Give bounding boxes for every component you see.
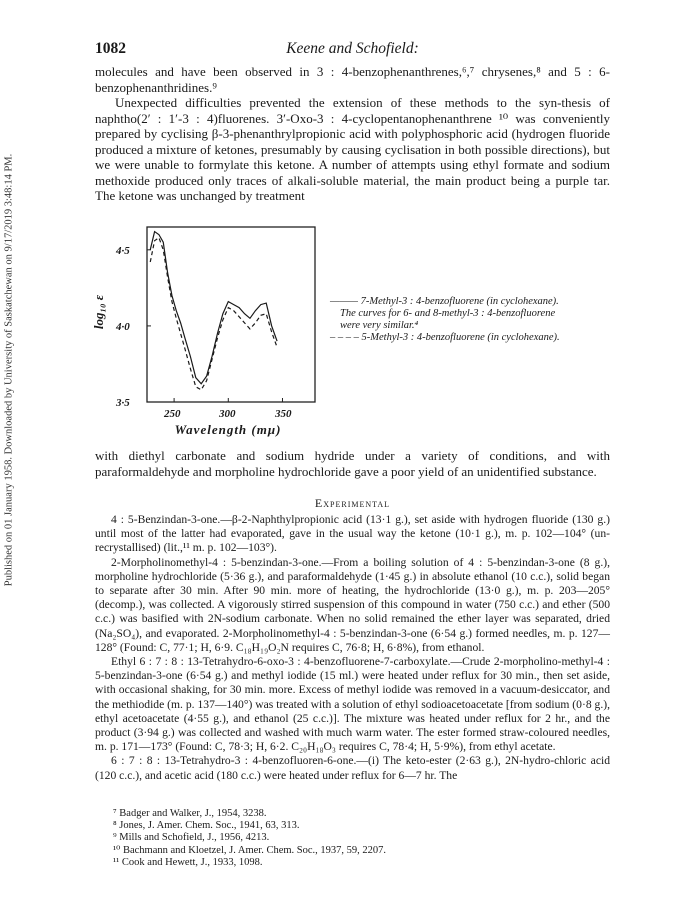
spectrum-series-2	[150, 238, 277, 390]
intro-text	[95, 64, 610, 204]
chart-frame	[147, 227, 315, 402]
uv-spectrum-figure	[91, 222, 632, 447]
intro-paragraph-2: Unexpected difficulties prevented the extension of these methods to the syn-thesis of naphtho(2′ : 1′-3 : 4)fluorenes. 3′-Oxo-3 : 4-cyclopentanophenanthrene ¹⁰ was conveniently prepared by cyclising β-3-phenanthrylpropionic acid with polyphosphoric acid (hydrogen fluoride produced a mixture of ketones, presumably by causing cyclisation in both possible directions), but we were unable to formylate this ketone. A number of attempts using ethyl formate and sodium methoxide produced only traces of alkali-soluble material, the main product being a purple tar. The ketone was unchanged by treatment	[95, 95, 610, 203]
page-number: 1082	[95, 40, 126, 57]
y-tick-label: 3·5	[116, 397, 130, 409]
page-header	[95, 40, 610, 60]
x-tick-label: 250	[164, 408, 181, 420]
section-heading: Experimental	[314, 496, 391, 510]
x-axis-label: Wavelength (mμ)	[174, 422, 282, 437]
spectrum-series-1	[150, 232, 277, 384]
experimental-section	[95, 513, 610, 783]
post-figure-paragraph: with diethyl carbonate and sodium hydride under a variety of conditions, and with paraformaldehyde and morpholine hydrochloride gave a poor yield of an unidentified substance.	[95, 448, 610, 479]
footnote: ⁸ Jones, J. Amer. Chem. Soc., 1941, 63, 313.	[113, 820, 300, 832]
legend-note: The curves for 6- and 8-methyl-3 : 4-benzofluorene were very similar.⁴	[340, 308, 556, 331]
running-head: Keene and Schofield:	[286, 40, 419, 57]
footnote: ⁷ Badger and Walker, J., 1954, 3238.	[113, 808, 267, 819]
chart-legend	[330, 296, 630, 344]
y-axis-label: log₁₀ ε	[91, 294, 107, 330]
download-stamp	[2, 120, 16, 620]
experimental-paragraph: 4 : 5-Benzindan-3-one.—β-2-Naphthylpropionic acid (13·1 g.), set aside with hydrogen fluoride (130 g.) until most of the latter had evaporated, gave in the usual way the ketone (10·1 g.), m. p. 102—104° (un-recrystallised) (lit.,¹¹ m. p. 102—103°).	[95, 513, 610, 555]
experimental-paragraph: 6 : 7 : 8 : 13-Tetrahydro-3 : 4-benzofluoren-6-one.—(i) The keto-ester (2·63 g.), 2N-hydro-chloric acid (120 c.c.), and acetic acid (180 c.c.) were heated under reflux for 6—7 hr. The	[95, 754, 610, 782]
experimental-paragraph: Ethyl 6 : 7 : 8 : 13-Tetrahydro-6-oxo-3 : 4-benzofluorene-7-carboxylate.—Crude 2-morpholino-methyl-4 : 5-benzindan-3-one (6·54 g.) and methyl iodide (15 ml.) were heated under reflux for 30 min., then set aside, with occasional shaking, for 30 min. more. Excess of methyl iodide was removed in a vacuum-desiccator, and the methiodide (m. p. 137—140°) was treated with a solution of ethyl sodioacetoacetate [from sodium (0·8 g.), ethyl acetoacetate (4·55 g.), and ethanol (25 c.c.)]. The mixture was heated under reflux for 2 hr., and the product (3·94 g.) was collected and washed with much warm water. The ester formed straw-coloured needles, m. p. 171—173° (Found: C, 78·3; H, 6·2. C₂₀H₁₈O₃ requires C, 78·4; H, 5·9%), from ethyl acetate.	[95, 655, 610, 754]
footnote: ¹¹ Cook and Hewett, J., 1933, 1098.	[113, 856, 263, 868]
x-tick-label: 300	[219, 408, 236, 420]
x-tick-label: 350	[275, 408, 292, 420]
intro-paragraph-1: molecules and have been observed in 3 : 4-benzophenanthrenes,⁶,⁷ chrysenes,⁸ and 5 : 6-benzophenanthridines.⁹	[95, 64, 610, 95]
footnotes	[113, 808, 386, 869]
download-stamp-text: Published on 01 January 1958. Downloaded by University of Saskatchewan on 9/17/2019 3:48:14 PM.	[3, 153, 15, 587]
post-figure-text	[95, 448, 610, 479]
legend-entry-dashed: – – – – 5-Methyl-3 : 4-benzofluorene (in cyclohexane).	[330, 332, 560, 343]
footnote: ⁹ Mills and Schofield, J., 1956, 4213.	[113, 832, 270, 844]
y-tick-label: 4·0	[116, 321, 130, 333]
experimental-paragraph: 2-Morpholinomethyl-4 : 5-benzindan-3-one.—From a boiling solution of 4 : 5-benzindan-3-one (8 g.), morpholine hydrochloride (5·36 g.), and paraformaldehyde (1·45 g.) in absolute ethanol (10 c.c.), solid began to separate after 30 min. After 90 min. more of heating, the hydrochloride (13·0 g.), m. p. 203—205° (decomp.), was collected. A vigorously stirred suspension of this compound in water (750 c.c.) and ether (500 c.c.) was basified with 2N-sodium carbonate. When no solid remained the ether layer was separated, dried (Na₂SO₄), and evaporated. 2-Morpholinomethyl-4 : 5-benzindan-3-one (6·54 g.) formed needles, m. p. 127—128° (Found: C, 77·1; H, 6·9. C₁₈H₁₉O₂N requires C, 76·8; H, 6·8%), from ethanol.	[95, 555, 610, 654]
y-tick-label: 4·5	[116, 245, 130, 257]
footnote: ¹⁰ Bachmann and Kloetzel, J. Amer. Chem. Soc., 1937, 59, 2207.	[113, 844, 387, 856]
legend-entry-solid: ——— 7-Methyl-3 : 4-benzofluorene (in cyclohexane).	[330, 296, 559, 307]
